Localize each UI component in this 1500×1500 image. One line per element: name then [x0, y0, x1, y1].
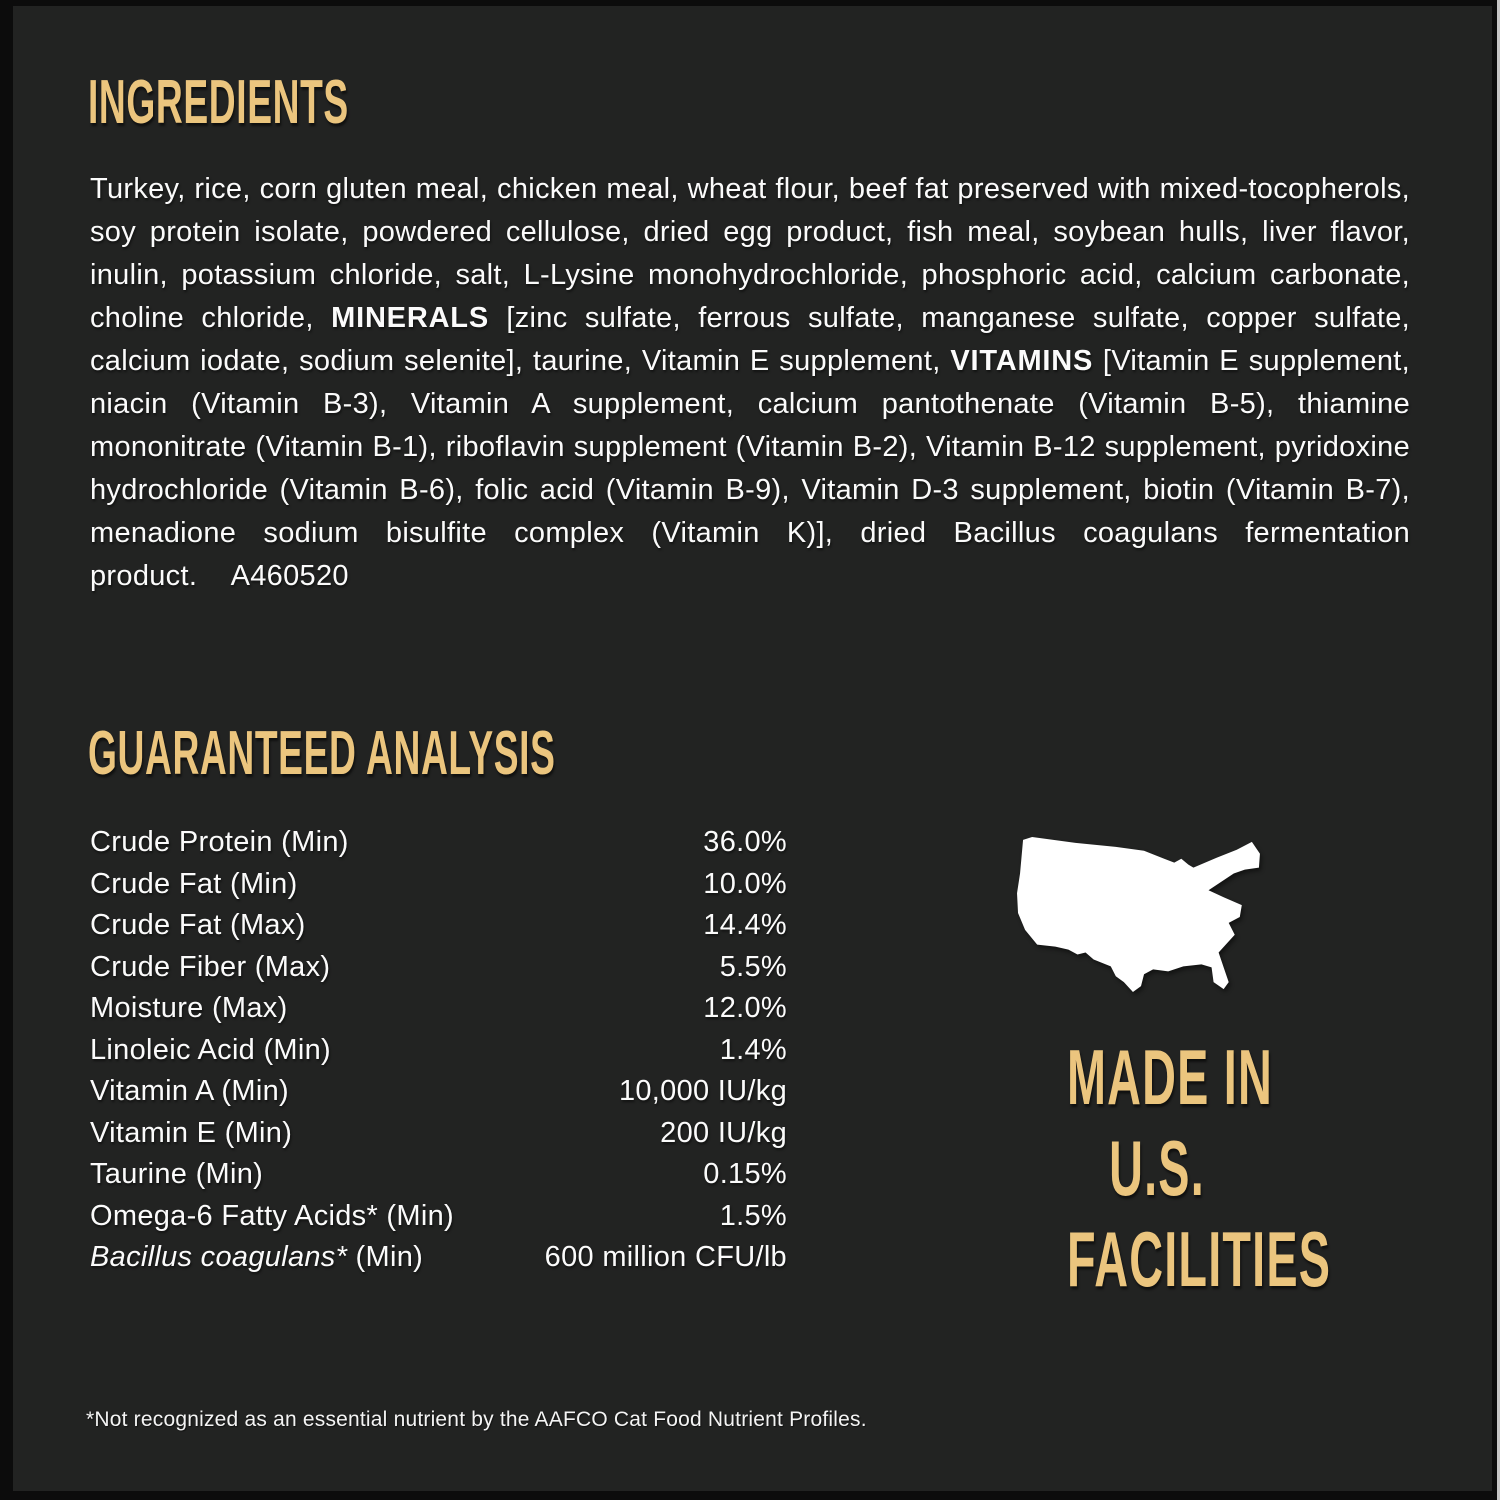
table-row [90, 822, 787, 864]
guaranteed-analysis-table [90, 822, 787, 1279]
analysis-value: 0.15% [703, 1158, 787, 1190]
page-edge-top [0, 0, 1500, 6]
analysis-value: 12.0% [703, 992, 787, 1024]
analysis-label: Linoleic Acid (Min) [90, 1033, 332, 1066]
analysis-value: 36.0% [703, 826, 787, 858]
ingredients-paragraph [90, 168, 1410, 598]
table-row [90, 988, 787, 1030]
ingredients-heading: INGREDIENTS [88, 68, 349, 137]
analysis-label: Vitamin E (Min) [90, 1116, 293, 1149]
analysis-label: Crude Protein (Min) [90, 826, 349, 858]
analysis-value: 200 IU/kg [660, 1116, 787, 1149]
analysis-label: Crude Fiber (Max) [90, 950, 331, 983]
analysis-value: 1.4% [719, 1033, 787, 1066]
made-in-line: MADE IN [1067, 1033, 1274, 1121]
page-edge-bottom [0, 1491, 1500, 1500]
table-row [90, 1196, 787, 1238]
analysis-value: 14.4% [703, 909, 787, 941]
ingredient-group-label: MINERALS [331, 302, 489, 334]
analysis-value: 10,000 IU/kg [618, 1075, 787, 1107]
analysis-value: 600 million CFU/lb [544, 1241, 787, 1273]
table-row [90, 1237, 787, 1279]
analysis-value: 5.5% [719, 950, 787, 983]
made-in-us-facilities-text [1067, 1032, 1332, 1305]
analysis-label: Taurine (Min) [90, 1158, 264, 1190]
ingredient-text: [Vitamin E supplement, niacin (Vitamin B-3), Vitamin A supplement, calcium pantothenate (Vitamin B-5), thiamine mononitrate (Vitamin B-1), riboflavin supplement (Vitamin B-2), Vitamin B-12 supplement, pyridoxine hydrochloride (Vitamin B-6), folic acid (Vitamin B-9), Vitamin D-3 supplement, biotin (Vitamin B-7), menadione sodium bisulfite complex (Vitamin K)], dried Bacillus coagulans fermentation product. A460520 [90, 345, 1410, 592]
analysis-label: Omega-6 Fatty Acids* (Min) [90, 1199, 454, 1232]
table-row [90, 1030, 787, 1072]
table-row [90, 1154, 787, 1196]
made-in-line: FACILITIES [1067, 1215, 1332, 1303]
table-row [90, 864, 787, 906]
table-row [90, 1071, 787, 1113]
analysis-label: Vitamin A (Min) [90, 1075, 289, 1107]
analysis-label: Bacillus coagulans* (Min) [90, 1241, 424, 1273]
analysis-label: Moisture (Max) [90, 992, 288, 1024]
usa-map-icon [1015, 834, 1267, 997]
page-edge-left [0, 0, 13, 1500]
analysis-value: 10.0% [703, 867, 787, 900]
made-in-line: U.S. [1109, 1124, 1205, 1212]
analysis-label: Crude Fat (Min) [90, 867, 298, 900]
ingredient-text: [zinc sulfate, ferrous sulfate, manganese sulfate, copper sulfate, calcium iodate, sodium selenite], taurine, Vitamin E supplement, [90, 302, 1410, 377]
ingredient-group-label: VITAMINS [950, 345, 1094, 377]
table-row [90, 1113, 787, 1155]
table-row [90, 905, 787, 947]
ingredient-text: Turkey, rice, corn gluten meal, chicken meal, wheat flour, beef fat preserved with mixed-tocopherols, soy protein isolate, powdered cellulose, dried egg product, fish meal, soybean hulls, liver flavor, inulin, potassium chloride, salt, L-Lysine monohydrochloride, phosphoric acid, calcium carbonate, choline chloride, [90, 173, 1410, 334]
aafco-footnote: *Not recognized as an essential nutrient by the AAFCO Cat Food Nutrient Profiles. [86, 1408, 867, 1431]
table-row [90, 947, 787, 989]
analysis-label: Crude Fat (Max) [90, 909, 306, 941]
guaranteed-analysis-heading: GUARANTEED ANALYSIS [88, 719, 556, 788]
analysis-value: 1.5% [719, 1199, 787, 1232]
